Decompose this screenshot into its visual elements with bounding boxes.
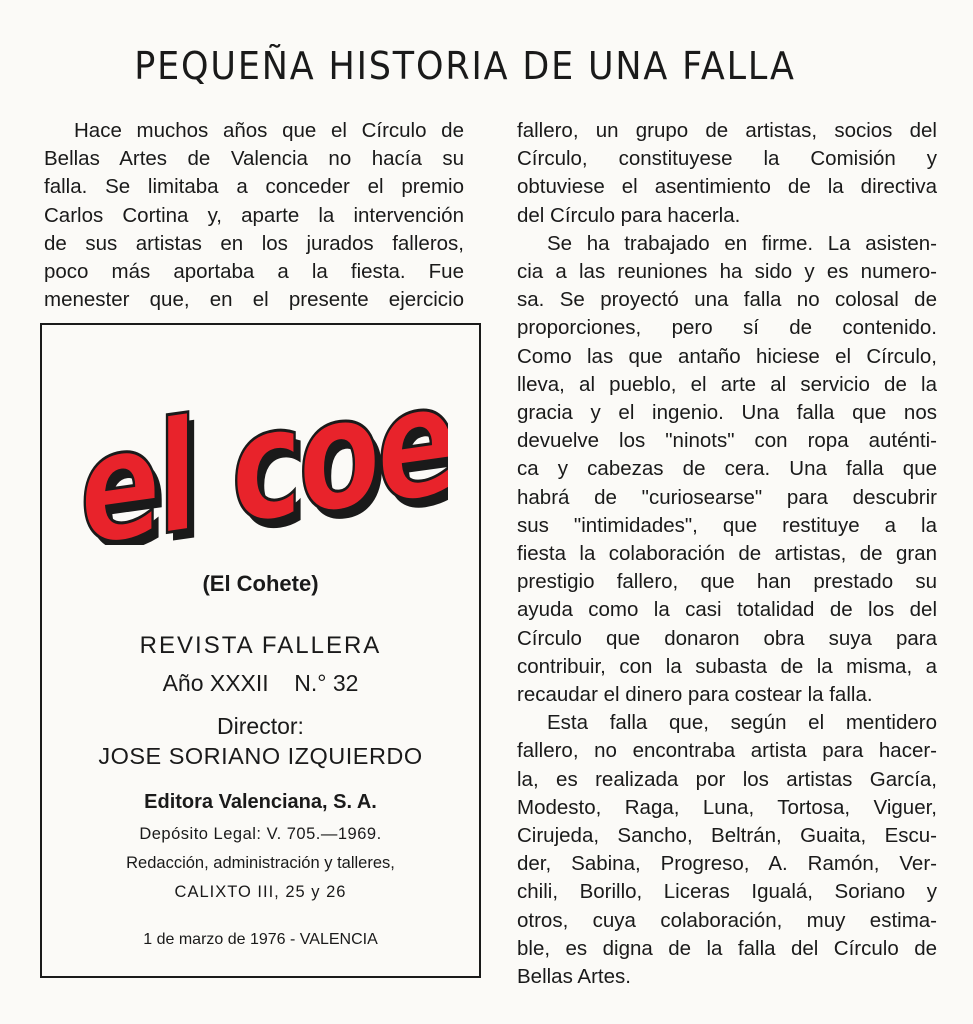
text-line: Modesto, Raga, Luna, Tortosa, Viguer,	[517, 795, 937, 819]
logo-subtitle: (El Cohete)	[202, 571, 319, 596]
text-line: Círculo, constituyese la Comisión y	[517, 147, 937, 171]
text-line: Como las que antaño hiciese el Círculo,	[517, 344, 937, 368]
text-line: fallero, no encontraba artista para hacer-	[517, 739, 937, 763]
text-line: sus "intimidades", que restituye a la	[517, 513, 937, 537]
director-name: JOSE SORIANO IZQUIERDO	[98, 743, 423, 769]
text-line: la, es realizada por los artistas García,	[517, 767, 937, 791]
text-line: proporciones, pero sí de contenido.	[517, 316, 937, 340]
right-column-text	[517, 117, 937, 991]
text-line: ayuda como la casi totalidad de los del	[517, 598, 937, 622]
text-line: fallero, un grupo de artistas, socios del	[517, 119, 937, 142]
director-label: Director:	[217, 713, 304, 739]
text-line: obtuviese el asentimiento de la directiva	[517, 175, 937, 199]
el-coet-logo	[78, 365, 448, 545]
svg-text:el coet: el coet	[85, 365, 448, 545]
publisher: Editora Valenciana, S. A.	[144, 791, 377, 813]
text-line: cia a las reuniones ha sido y es numero-	[517, 260, 937, 284]
editorial-office: Redacción, administración y talleres,	[126, 854, 395, 872]
article-title: PEQUEÑA HISTORIA DE UNA FALLA	[134, 44, 796, 88]
text-line: Círculo que donaron obra suya para	[517, 626, 937, 650]
text-line: del Círculo para hacerla.	[517, 203, 741, 227]
text-line: Cirujeda, Sancho, Beltrán, Guaita, Escu-	[517, 824, 937, 848]
text-line: sa. Se proyectó una falla no colosal de	[517, 288, 937, 312]
text-line: prestigio fallero, que han prestado su	[517, 570, 937, 594]
text-line: chili, Borillo, Liceras Igualá, Soriano y	[517, 880, 937, 904]
text-line: fiesta la colaboración de artistas, de gran	[517, 542, 937, 566]
text-line: falla. Se limitaba a conceder el premio	[44, 175, 464, 199]
text-line: otros, cuya colaboración, muy estima-	[517, 908, 937, 932]
address: CALIXTO III, 25 y 26	[174, 883, 347, 901]
text-line: devuelve los "ninots" con ropa auténti-	[517, 429, 937, 453]
text-line: ble, es digna de la falla del Círculo de	[517, 936, 937, 960]
svg-text:el coet: el coet	[79, 365, 448, 545]
text-line: Se ha trabajado en firme. La asisten-	[547, 231, 937, 255]
text-line: der, Sabina, Progreso, A. Ramón, Ver-	[517, 852, 937, 876]
text-line: de sus artistas en los jurados falleros,	[44, 231, 464, 255]
text-line: Carlos Cortina y, aparte la intervención	[44, 203, 464, 227]
text-line: ca y cabezas de cera. Una falla que	[517, 457, 937, 481]
text-line: contribuir, con la subasta de la misma, a	[517, 654, 937, 678]
el-coet-logo-graphic	[78, 365, 448, 545]
left-column-text	[44, 117, 464, 314]
text-line: Bellas Artes de Valencia no hacía su	[44, 147, 464, 171]
text-line: Bellas Artes.	[517, 965, 631, 989]
legal-deposit: Depósito Legal: V. 705.—1969.	[139, 825, 382, 843]
text-line: Hace muchos años que el Círculo de	[74, 119, 464, 142]
magazine-type: REVISTA FALLERA	[139, 632, 382, 659]
text-line: menester que, en el presente ejercicio	[44, 288, 464, 312]
text-line: habrá de "curiosearse" para descubrir	[517, 485, 937, 509]
text-line: lleva, al pueblo, el arte al servicio de la	[517, 372, 937, 396]
text-line: recaudar el dinero para costear la falla.	[517, 683, 873, 707]
issue-date: 1 de marzo de 1976 - VALENCIA	[143, 931, 378, 948]
text-line: poco más aportaba a la fiesta. Fue	[44, 260, 464, 284]
text-line: Esta falla que, según el mentidero	[547, 711, 937, 735]
text-line: gracia y el ingenio. Una falla que nos	[517, 401, 937, 425]
issue-number: Año XXXII N.° 32	[162, 670, 359, 696]
masthead-box	[40, 323, 481, 978]
